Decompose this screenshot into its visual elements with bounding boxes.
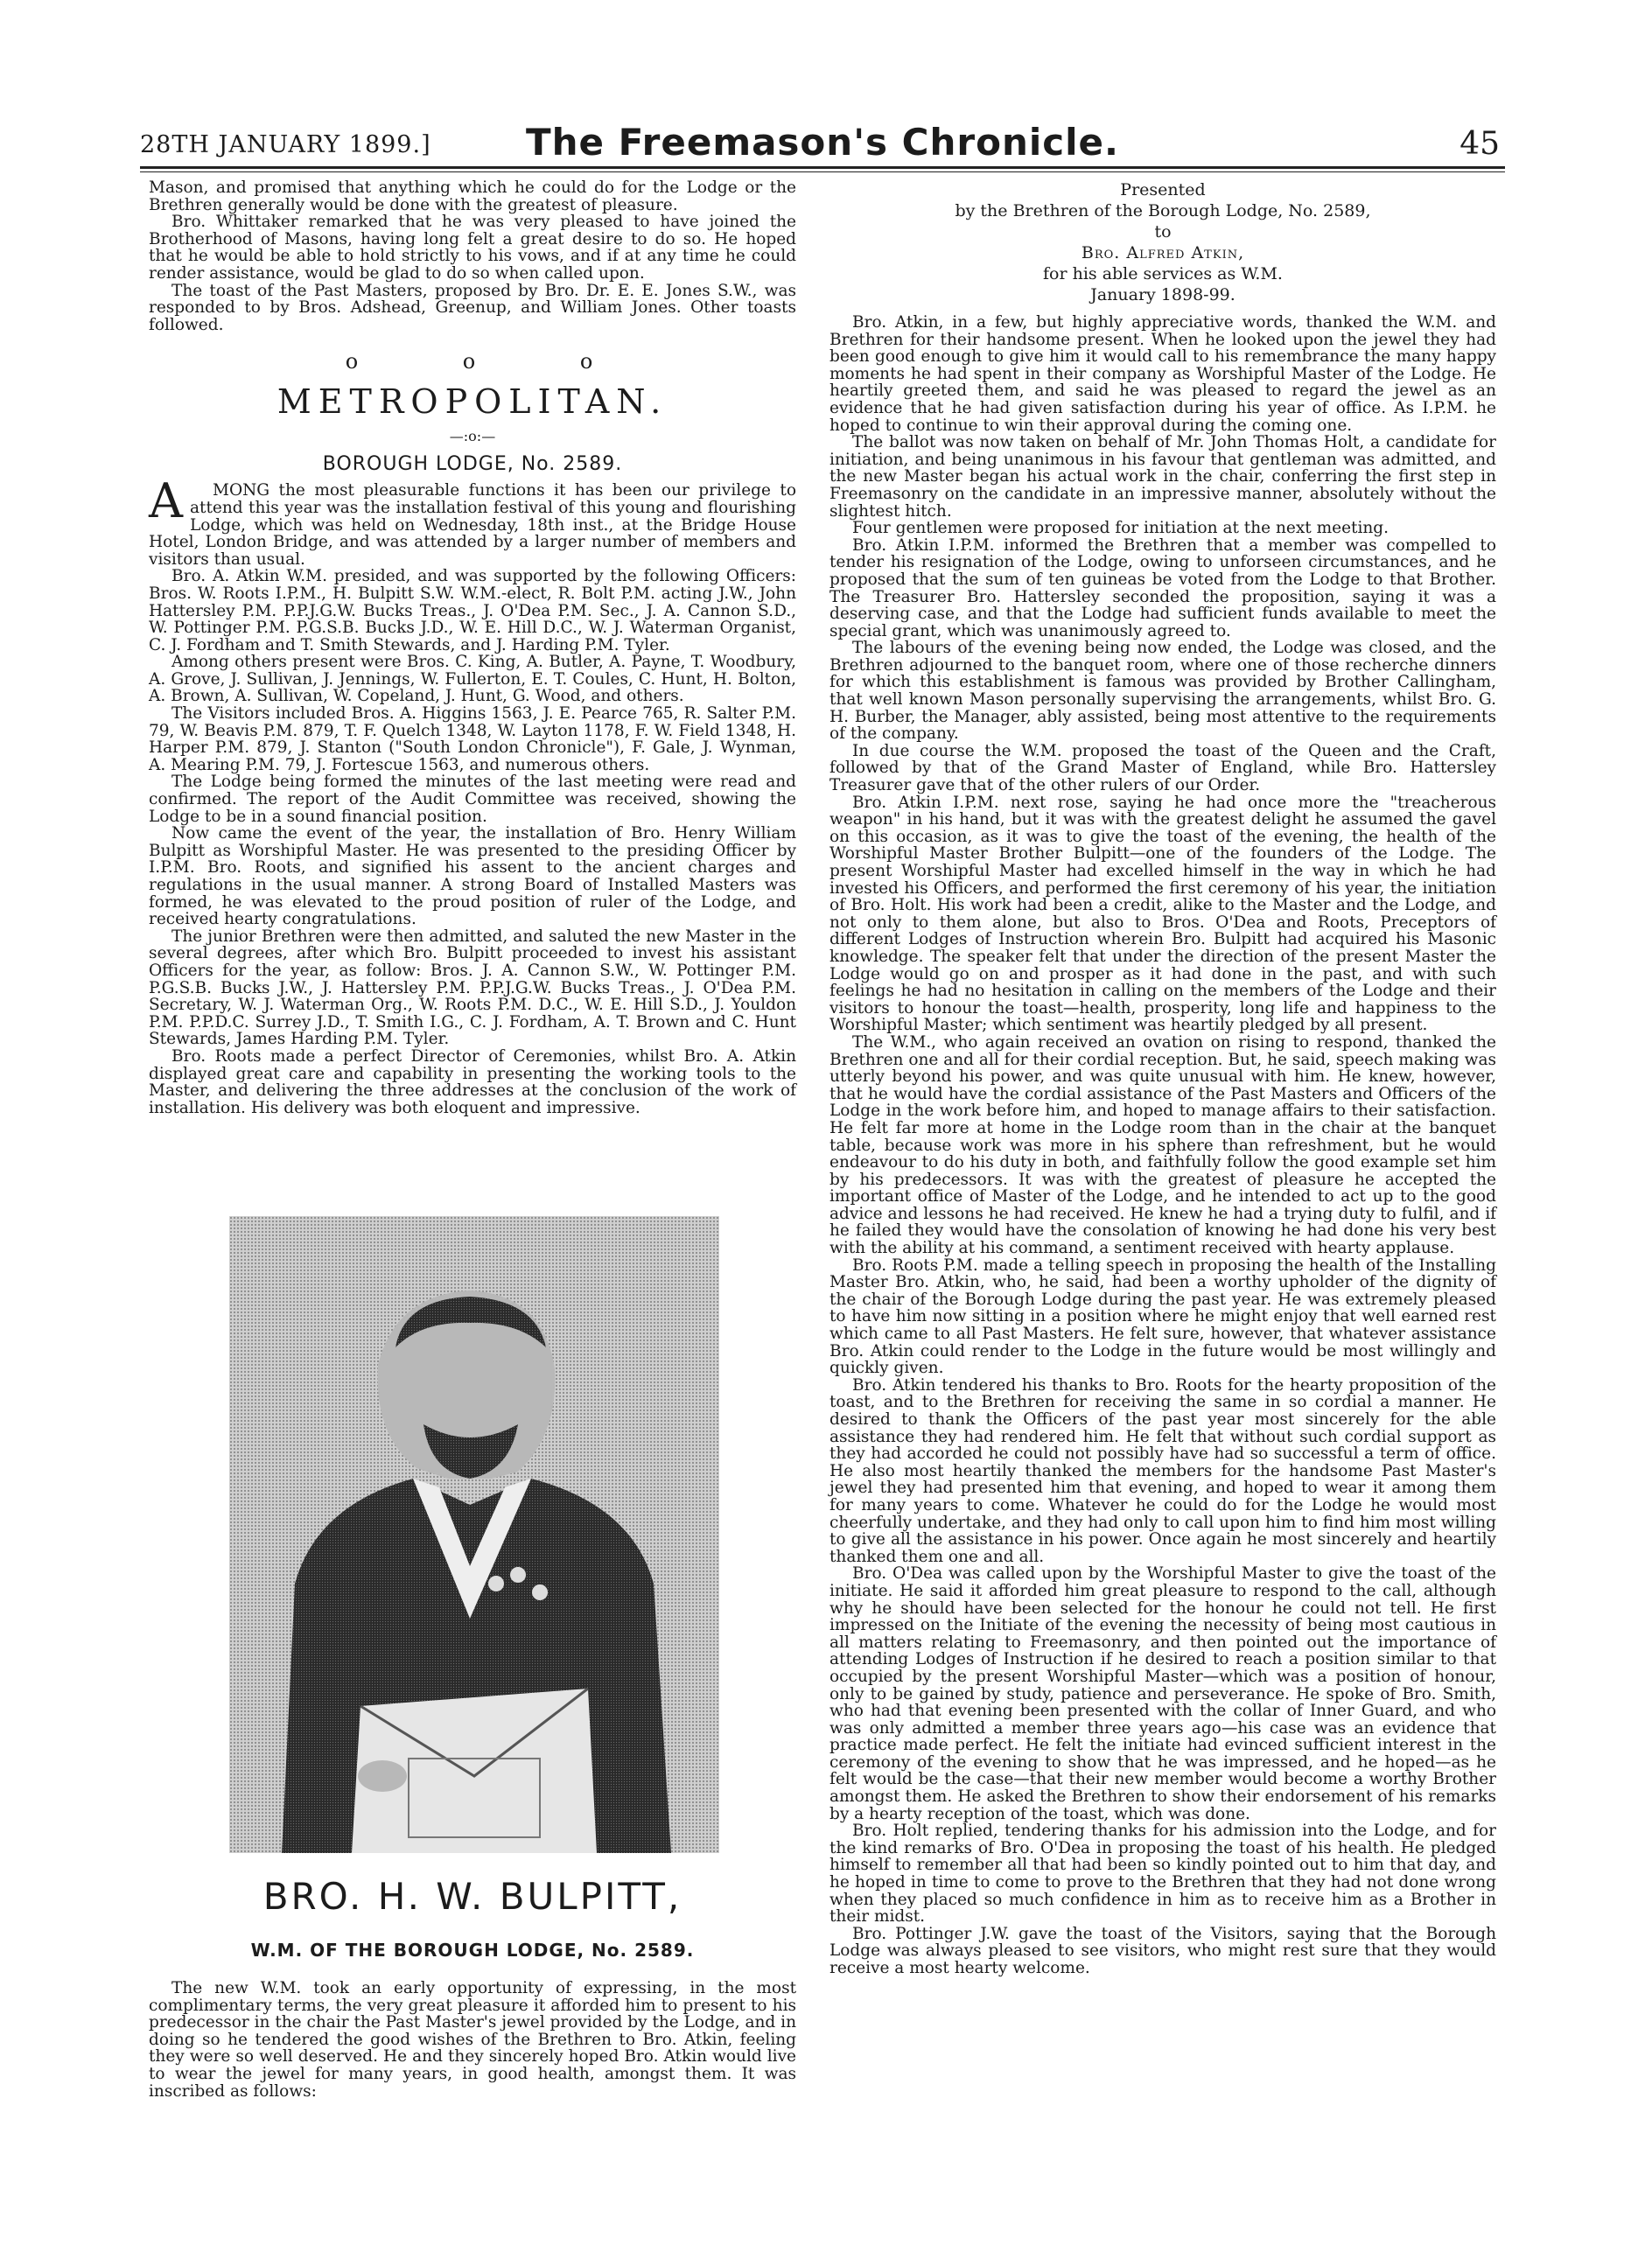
right-column: [830, 179, 1496, 1977]
section-divider: —:o:—: [449, 428, 496, 445]
paragraph-past-masters-toast: The toast of the Past Masters, proposed by Bro. Dr. E. E. Jones S.W., was responded to by Bros. Adshead, Greenup, and William Jones. Other toasts followed.: [149, 281, 796, 334]
paragraph-atkin-thanks: Bro. Atkin, in a few, but highly appreciative words, thanked the W.M. and Brethren for their handsome present. When he looked upon the jewel they had been good enough to give him it would call to his remembrance the many happy moments he had spent in their company as Worshipful Master of the Lodge. He heartily greeted them, and said he was pleased to regard the jewel as an evidence that he had given satisfaction during his year of office. As I.P.M. he hoped to continue to win their approval during the coming one.: [830, 313, 1496, 435]
header-rule: [140, 166, 1505, 169]
paragraph-wm-reply: The W.M., who again received an ovation on rising to respond, thanked the Brethren one and all for their cordial reception. But, he said, speech making was utterly beyond his power, and was quite unusual with him. He knew, however, that he would have the cordial assistance of the Past Masters and Officers of the Lodge in the work before him, and hoped to manage affairs to their satisfaction. He felt far more at home in the Lodge room than in the chair at the banquet table, because work was more in his sphere than refreshment, but he would endeavour to do his duty in both, and faithfully follow the good example set him by his predecessors. It was with the greatest of pleasure he accepted the important office of Master of the Lodge, and he intended to act up to the good advice and lessons he had received. He knew he had a trying duty to fulfil, and if he failed they would have the consolation of knowing he had done his very best with the ability at his command, a sentiment received with hearty applause.: [830, 1032, 1496, 1258]
paragraph-ballot: The ballot was now taken on behalf of Mr. John Thomas Holt, a candidate for initiation, and being unanimous in his favour that gentleman was admitted, and the new Master began his actual work in the chair, conferring the first step in Freemasonry on the candidate in an impressive manner, absolutely without the slightest hitch.: [830, 433, 1496, 521]
issue-date: 28TH JANUARY 1899.]: [140, 131, 431, 158]
portrait-engraving: [229, 1216, 719, 1853]
paragraph-roots-toast: Bro. Roots P.M. made a telling speech in proposing the health of the Installing Master Bro. Atkin, who, he said, had been a worthy upholder of the dignity of the chair of the Borough Lodge during the past year. He was extremely pleased to have him now sitting in a position where he might enjoy that well earned rest which came to all Past Masters. He felt sure, however, that whatever assistance Bro. Atkin could render to the Lodge in the future would be most willingly and quickly given.: [830, 1255, 1496, 1378]
portrait-caption-subtitle: W.M. OF THE BOROUGH LODGE, No. 2589.: [250, 1940, 695, 1961]
inscription-line-1: Presented: [1120, 180, 1206, 199]
paragraph-new-wm: The new W.M. took an early opportunity of expressing, in the most complimentary terms, the very great pleasure it afforded him to present to his predecessor in the chair the Past Master's jewel provided by the Lodge, and in doing so he tendered the good wishes of the Brethren to Bro. Atkin, feeling they were so well deserved. He and they sincerely hoped Bro. Atkin would live to wear the jewel for many years, in good health, amongst them. It was inscribed as follows:: [149, 1979, 796, 2101]
lodge-heading: BOROUGH LODGE, No. 2589.: [322, 453, 623, 476]
portrait-hand: [358, 1760, 407, 1792]
continued-paragraph: Mason, and promised that anything which he could do for the Lodge or the Brethren generally would be done with the greatest of pleasure.: [149, 178, 796, 214]
portrait-jewel-3: [532, 1584, 548, 1600]
inscription-line-5: for his able services as W.M.: [1043, 264, 1283, 283]
paragraph-junior-brethren: The junior Brethren were then admitted, and saluted the new Master in the several degrees, after which Bro. Bulpitt proceeded to invest his assistant Officers for the year, as follow: Bros. J. A. Cannon S.W., W. Pottinger P.M. P.G.S.B. Bucks J.W., J. Hattersley P.M. P.P.J.G.W. Bucks Treas., J. O'Dea P.M. Secretary, W. J. Waterman Org., W. Roots P.M. D.C., W. E. Hill S.D., J. Youldon P.M. P.P.D.C. Surrey J.D., T. Smith I.G., C. J. Fordham, A. T. Brown and C. Hunt Stewards, James Harding P.M. Tyler.: [149, 927, 796, 1049]
paragraph-atkin-reply: Bro. Atkin tendered his thanks to Bro. Roots for the hearty proposition of the toast, and to the Brethren for receiving the same in so cordial a manner. He desired to thank the Officers of the past year most sincerely for the able assistance they had rendered him. He felt that without such cordial support as they had accorded he could not possibly have had so successful a term of office. He also most heartily thanked the members for the handsome Past Master's jewel they had presented him that evening, and hoped to wear it among them for many years to come. Whatever he could do for the Lodge he would most cheerfully undertake, and they had only to call upon him to find him most willing to give all the assistance in his power. Once again he most sincerely and heartily thanked them one and all.: [830, 1375, 1496, 1566]
paragraph-intro: [149, 473, 796, 569]
jewel-inscription: [830, 179, 1496, 305]
drop-cap: A: [149, 473, 183, 529]
left-tail: [149, 1980, 796, 2100]
inscription-line-2: by the Brethren of the Borough Lodge, No. 2589,: [955, 201, 1371, 220]
left-column: [149, 178, 796, 2101]
paragraph-roots: Bro. Roots made a perfect Director of Ceremonies, whilst Bro. A. Atkin displayed great care and capability in presenting the working tools to the Master, and delivering the three addresses at the conclusion of the work of installation. His delivery was both eloquent and impressive.: [149, 1046, 796, 1117]
paragraph-visitors: The Visitors included Bros. A. Higgins 1563, J. E. Pearce 765, R. Salter P.M. 79, W. Beavis P.M. 879, T. F. Quelch 1348, W. Layton 1178, F. W. Field 1348, H. Harper P.M. 879, J. Stanton ("South London Chronicle"), F. Gale, J. Wynman, A. Mearing P.M. 79, J. Fortescue 1563, and numerous others.: [149, 704, 796, 774]
portrait-jewel-1: [488, 1576, 504, 1591]
header-rule-thin: [140, 171, 1505, 172]
section-ornament: o o o: [345, 349, 642, 374]
inscription-line-3: to: [1154, 222, 1172, 241]
paragraph-lodge-formed: The Lodge being formed the minutes of the last meeting were read and confirmed. The report of the Audit Committee was received, showing the Lodge to be in a sound financial position.: [149, 773, 796, 826]
masthead-title: The Freemason's Chronicle.: [525, 121, 1119, 164]
paragraph-proposals: Four gentlemen were proposed for initiation at the next meeting.: [852, 519, 1390, 538]
inscription-line-6: January 1898-99.: [1090, 285, 1236, 304]
page-header: [140, 121, 1505, 164]
section-title: METROPOLITAN.: [276, 382, 668, 422]
paragraph-toast-wm: Bro. Atkin I.P.M. next rose, saying he had once more the "treacherous weapon" in his hand, but it was with the greatest delight he assumed the gavel on this occasion, as it was to give the toast of the evening, the health of the Worshipful Master Brother Bulpitt—one of the founders of the Lodge. The present Worshipful Master had excelled himself in the way in which he had invested his Officers, and performed the first ceremony of his year, the initiation of Bro. Holt. His work had been a credit, alike to the Master and the Lodge, and not only to them alone, but also to Bros. O'Dea and Roots, Preceptors of different Lodges of Instruction wherein Bro. Bulpitt had acquired his Masonic knowledge. The speaker felt that under the direction of the present Master the Lodge would go on and prosper as it had done in the past, and with such feelings he had no hesitation in calling on the members of the Lodge and their visitors to honour the toast—health, prosperity, long life and happiness to the Worshipful Master; which sentiment was heartily pledged by all present.: [830, 793, 1496, 1035]
paragraph-visitors-toast: Bro. Pottinger J.W. gave the toast of the Visitors, saying that the Borough Lodge was always pleased to see visitors, who might rest sure that they would receive a most hearty welcome.: [830, 1924, 1496, 1977]
portrait-jewel-2: [510, 1567, 526, 1583]
paragraph-resignation: Bro. Atkin I.P.M. informed the Brethren that a member was compelled to tender his resignation of the Lodge, owing to unforseen circumstances, and he proposed that the sum of ten guineas be voted from the Lodge to that Brother. The Treasurer Bro. Hattersley seconded the proposition, saying it was a deserving case, and that the Lodge had sufficient funds available to meet the special grant, which was unanimously agreed to.: [830, 535, 1496, 640]
page-number: 45: [1460, 126, 1500, 162]
paragraph-others-present: Among others present were Bros. C. King, A. Butler, A. Payne, T. Woodbury, A. Grove, J. Sullivan, J. Jennings, W. Fullerton, E. T. Coules, C. Hunt, H. Bolton, A. Brown, A. Sullivan, W. Copeland, J. Hunt, G. Wood, and others.: [149, 653, 796, 706]
paragraph-installation: Now came the event of the year, the installation of Bro. Henry William Bulpitt as Worshipful Master. He was presented to the presiding Officer by I.P.M. Bro. Roots, and signified his assent to the ancient charges and regulations in the usual manner. A strong Board of Installed Masters was formed, he was elevated to the proud position of ruler of the Lodge, and received hearty congratulations.: [149, 824, 796, 929]
intro-text: MONG the most pleasurable functions it has been our privilege to attend this year was the installation festival of this young and flourishing Lodge, which was held on Wednesday, 18th inst., at the Bridge House Hotel, London Bridge, and was attended by a larger number of members and visitors than usual.: [149, 481, 796, 569]
paragraph-whittaker: Bro. Whittaker remarked that he was very pleased to have joined the Brotherhood of Masons, having long felt a great desire to do so. He hoped that he would be able to hold strictly to his vows, and if at any time he could render assistance, would be glad to do so when called upon.: [149, 213, 796, 283]
portrait-caption-name: BRO. H. W. BULPITT,: [262, 1875, 682, 1918]
paragraph-holt-reply: Bro. Holt replied, tendering thanks for his admission into the Lodge, and for the kind remarks of Bro. O'Dea in proposing the toast of his health. He pledged himself to remember all that had been so kindly pointed out to him that day, and he hoped in time to come to prove to the Brethren that they had not done wrong when they placed so much confidence in him as to receive him as a Brother in their midst.: [830, 1822, 1496, 1927]
paragraph-banquet: The labours of the evening being now ended, the Lodge was closed, and the Brethren adjourned to the banquet room, where one of those recherche dinners for which this establishment is famous was provided by Brother Callingham, that well known Mason personally supervising the arrangements, whilst Bro. G. H. Burber, the Manager, ably assisted, being most attentive to the requirements of the company.: [830, 639, 1496, 744]
paragraph-officers: Bro. A. Atkin W.M. presided, and was supported by the following Officers: Bros. W. Roots I.P.M., H. Bulpitt S.W. W.M.-elect, R. Bolt P.M. acting J.W., John Hattersley P.M. P.P.J.G.W. Bucks Treas., J. O'Dea P.M. Sec., J. A. Cannon S.D., W. Pottinger P.M. P.G.S.B. Bucks J.D., W. E. Hill D.C., W. J. Waterman Organist, C. J. Fordham and T. Smith Stewards, and J. Harding P.M. Tyler.: [149, 567, 796, 654]
paragraph-odea-toast: Bro. O'Dea was called upon by the Worshipful Master to give the toast of the initiate. He said it afforded him great pleasure to respond to the call, although why he should have been selected for the honour he could not tell. He first impressed on the Initiate of the evening the necessity of being most cautious in all matters relating to Freemasonry, and then pointed out the importance of attending Lodges of Instruction if he desired to reach a position similar to that occupied by the present Worshipful Master—which was a position of honour, only to be gained by study, patience and perseverance. He spoke of Bro. Smith, who had that evening been presented with the collar of Inner Guard, and who was only admitted a member three years ago—his case was an evidence that practice made perfect. He felt the initiate had evinced sufficient interest in the ceremony of the evening to show that he was impressed, and he hoped—as he felt would be the case—that their new member would become a worthy Brother amongst them. He asked the Brethren to show their endorsement of his remarks by a hearty reception of the toast, which was done.: [830, 1564, 1496, 1823]
inscription-line-4: Bro. Alfred Atkin,: [1081, 243, 1245, 262]
paragraph-loyal-toasts: In due course the W.M. proposed the toast of the Queen and the Craft, followed by that of the Grand Master of England, while Bro. Hattersley Treasurer gave that of the other rulers of our Order.: [830, 741, 1496, 795]
